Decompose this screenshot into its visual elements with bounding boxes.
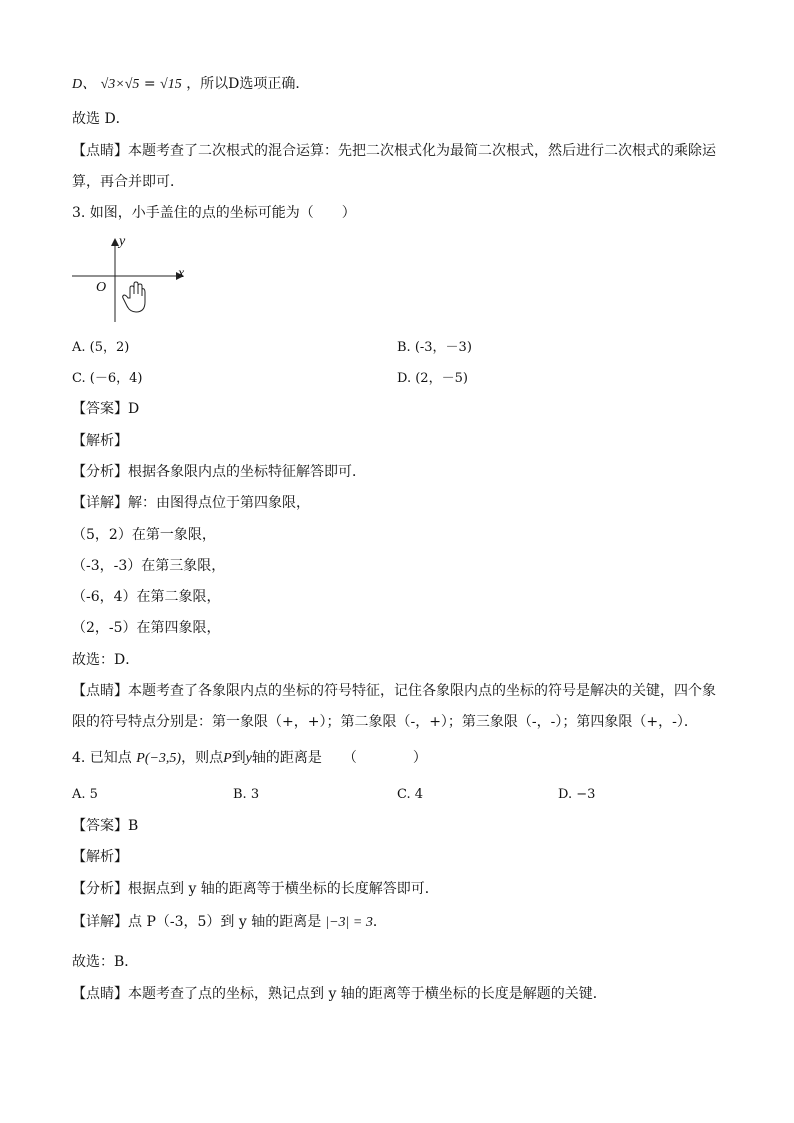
detail-text: 点 P（-3，5）到 y 轴的距离是 (128, 914, 322, 930)
answer-tag: 【答案】 (72, 818, 128, 834)
q3-stem: 3. 如图，小手盖住的点的坐标可能为（ ） (72, 205, 356, 221)
q4-stem (72, 749, 427, 768)
q3-comment-1 (72, 682, 716, 700)
expr-sqrt15: √15 (160, 77, 182, 92)
q3-coordinate-figure (72, 236, 192, 328)
fenxi-text: 根据点到 y 轴的距离等于横坐标的长度解答即可． (128, 881, 439, 897)
dianjing-line-1 (72, 142, 716, 160)
q4-option-a: A. 5 (72, 787, 98, 802)
q4-detail (72, 913, 387, 932)
q4-stem-mid2: 到 (231, 750, 246, 766)
d-prefix: D、 (72, 77, 97, 92)
q3-option-b: B. (-3，－3) (397, 340, 472, 355)
q3-option-c: C. (－6，4) (72, 371, 143, 386)
dianjing-line-2: 算，再合并即可． (72, 174, 184, 190)
equals-sign: = (143, 76, 156, 92)
q3-detail-line-2: （-3，-3）在第三象限， (72, 558, 226, 574)
q4-stem-mid: ，则点 (181, 750, 224, 766)
q3-detail-line-3: （-6，4）在第二象限， (72, 589, 221, 605)
comment-text: 本题考查了点的坐标，熟记点到 y 轴的距离等于横坐标的长度是解题的关键． (128, 986, 607, 1002)
choose-d-line: 故选 D． (72, 111, 130, 127)
q4-point: P(−3,5) (136, 751, 182, 766)
q3-analysis-tag: 【解析】 (72, 433, 128, 449)
fenxi-tag: 【分析】 (72, 881, 128, 897)
y-axis-label: y (119, 234, 126, 249)
comment-text: 本题考查了各象限内点的坐标的符号特征，记住各象限内点的坐标的符号是解决的关键，四个象 (128, 683, 716, 699)
coordinate-axes (72, 236, 192, 328)
detail-tag: 【详解】 (72, 914, 128, 930)
q4-answer (72, 817, 138, 835)
q3-option-d: D. (2，－5) (397, 371, 468, 386)
detail-tag: 【详解】 (72, 495, 128, 511)
q3-detail (72, 494, 310, 512)
q3-detail-line-1: （5，2）在第一象限， (72, 527, 216, 543)
q3-detail-line-4: （2，-5）在第四象限， (72, 620, 221, 636)
fenxi-tag: 【分析】 (72, 464, 128, 480)
expr-sqrt3-times-sqrt5: √3×√5 (100, 77, 140, 92)
detail-expr: |−3| = 3 (325, 915, 373, 930)
q4-fenxi (72, 880, 439, 898)
dianjing-tag: 【点睛】 (72, 143, 128, 159)
q4-stem-prefix: 4. 已知点 (72, 750, 132, 766)
q3-option-a: A. (5，2) (72, 340, 130, 355)
hand-icon (123, 282, 145, 312)
fenxi-text: 根据各象限内点的坐标特征解答即可． (128, 464, 366, 480)
q4-y: y (245, 751, 252, 766)
q4-comment (72, 985, 607, 1003)
q4-analysis-tag: 【解析】 (72, 849, 128, 865)
q3-answer (72, 400, 139, 418)
d-option-line (72, 75, 309, 94)
q4-choose: 故选：B． (72, 954, 139, 970)
comment-tag: 【点睛】 (72, 683, 128, 699)
answer-value: D (128, 401, 140, 417)
dianjing-text: 本题考查了二次根式的混合运算：先把二次根式化为最简二次根式，然后进行二次根式的乘除运 (128, 143, 716, 159)
q4-option-b: B. 3 (233, 787, 260, 802)
answer-tag: 【答案】 (72, 401, 128, 417)
q3-choose: 故选：D． (72, 652, 140, 668)
detail-text: 解：由图得点位于第四象限， (128, 495, 310, 511)
comment-tag: 【点睛】 (72, 986, 128, 1002)
q3-comment-2: 限的符号特点分别是：第一象限（+，+）；第二象限（-，+）；第三象限（-，-）；第四象限（+，-）． (72, 714, 698, 730)
q4-option-c: C. 4 (397, 787, 424, 802)
q4-p: P (223, 751, 232, 766)
detail-end: ． (372, 914, 387, 930)
q3-fenxi (72, 463, 366, 481)
q4-option-d: D. −3 (558, 787, 596, 802)
d-suffix: ，所以D选项正确． (186, 76, 310, 92)
x-axis-label: x (178, 266, 185, 281)
answer-value: B (128, 818, 139, 834)
origin-label: O (96, 280, 107, 295)
q4-stem-suffix: 轴的距离是 （ ） (251, 750, 427, 766)
